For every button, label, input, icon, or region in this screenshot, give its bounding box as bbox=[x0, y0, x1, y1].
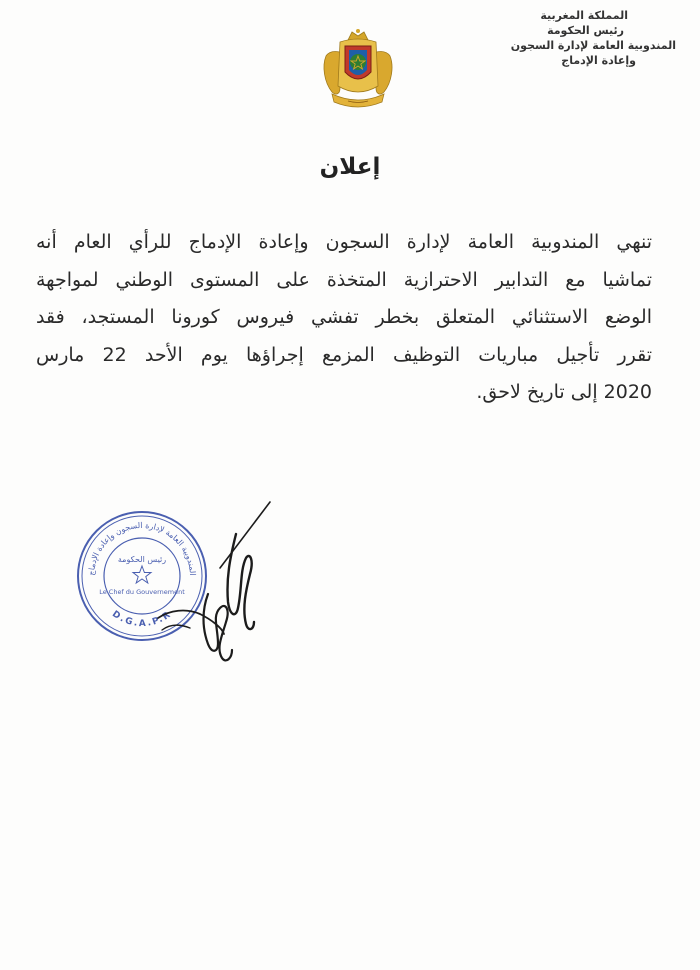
body-line: 2020 إلى تاريخ لاحق. bbox=[476, 381, 652, 403]
signature-icon bbox=[150, 498, 280, 670]
letterhead bbox=[486, 8, 676, 68]
body-line: الوضع الاستثنائي المتعلق بخطر تفشي فيروس كورونا المستجد، فقد bbox=[36, 306, 652, 328]
letterhead-kingdom: المملكة المغربية bbox=[540, 9, 628, 22]
star-icon bbox=[133, 566, 151, 583]
stamp-outer-text: المندوبية العامة لإدارة السجون وإعادة الإدماج bbox=[86, 520, 198, 576]
body-line: تماشيا مع التدابير الاحترازية المتخذة على المستوى الوطني لمواجهة bbox=[36, 268, 652, 291]
body-line: تقرر تأجيل مباريات التوظيف المزمع إجراؤها يوم الأحد 22 مارس bbox=[36, 343, 653, 366]
stamp-bottom-text: D.G.A.P.R bbox=[110, 609, 174, 630]
letterhead-head-of-government: رئيس الحكومة bbox=[547, 24, 624, 37]
letterhead-reintegration: وإعادة الإدماج bbox=[561, 54, 636, 67]
coat-of-arms-icon bbox=[318, 26, 398, 110]
announcement-title: إعلان bbox=[319, 154, 381, 180]
letterhead-administration: المندوبية العامة لإدارة السجون bbox=[510, 39, 676, 52]
stamp-french-text: Le Chef du Gouvernement bbox=[99, 588, 185, 596]
announcement-body bbox=[36, 224, 652, 412]
stamp-inner-title: رئيس الحكومة bbox=[117, 555, 167, 564]
body-line: تنهي المندوبية العامة لإدارة السجون وإعادة الإدماج للرأي العام أنه bbox=[36, 231, 652, 253]
